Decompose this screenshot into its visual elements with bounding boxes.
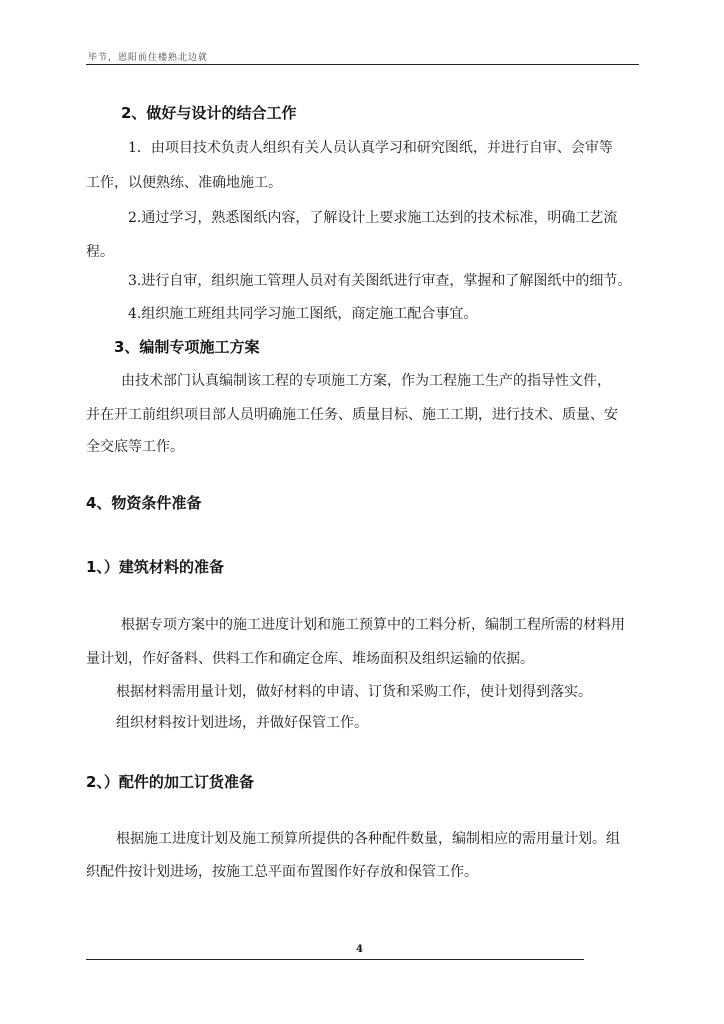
section-heading-plan: 3、编制专项施工方案 [114,338,260,356]
paragraph-line: 3.进行自审，组织施工管理人员对有关图纸进行审查，掌握和了解图纸中的细节。 [128,273,632,289]
paragraph-line: 根据施工进度计划及施工预算所提供的各种配件数量，编制相应的需用量计划。组 [116,831,620,847]
paragraph-line: 并在开工前组织项目部人员明确施工任务、质量目标、施工工期，进行技术、质量、安 [86,407,618,423]
paragraph-line: 由技术部门认真编制该工程的专项施工方案，作为工程施工生产的指导性文件， [121,373,611,389]
subsection-heading-parts: 2、）配件的加工订货准备 [86,773,254,791]
paragraph-line: 全交底等工作。 [86,439,184,455]
header-divider [86,64,639,65]
page-header-text: 毕节，恩阳前住楼熟北边就 [88,53,209,63]
paragraph-line: 2.通过学习，熟悉图纸内容，了解设计上要求施工达到的技术标准，明确工艺流 [128,210,618,226]
subsection-heading-building-materials: 1、）建筑材料的准备 [86,558,224,576]
paragraph-line: 1．由项目技术负责人组织有关人员认真学习和研究图纸，并进行自审、会审等 [128,140,613,156]
section-heading-design: 2、做好与设计的结合工作 [121,104,297,122]
paragraph-line: 量计划，作好备料、供料工作和确定仓库、堆场面积及组织运输的依据。 [86,651,534,667]
paragraph-line: 程。 [86,244,114,260]
paragraph-line: 4.组织施工班组共同学习施工图纸，商定施工配合事宜。 [128,306,478,322]
section-heading-materials: 4、物资条件准备 [86,494,202,512]
paragraph-line: 根据材料需用量计划，做好材料的申请、订货和采购工作，使计划得到落实。 [116,684,592,700]
paragraph-line: 根据专项方案中的施工进度计划和施工预算中的工料分析，编制工程所需的材料用 [121,617,625,633]
paragraph-line: 工作，以便熟练、准确地施工。 [86,175,282,191]
footer-divider [86,959,584,960]
paragraph-line: 组织材料按计划进场，并做好保管工作。 [116,715,368,731]
page-number: 4 [356,944,363,955]
paragraph-line: 织配件按计划进场，按施工总平面布置图作好存放和保管工作。 [86,864,478,880]
